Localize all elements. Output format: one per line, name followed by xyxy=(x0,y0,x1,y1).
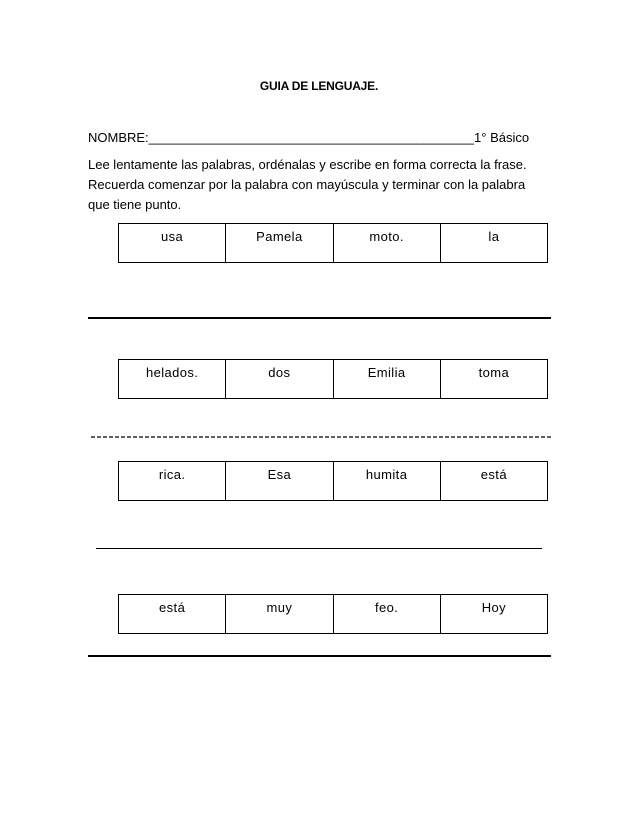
word-cell: helados. xyxy=(119,360,226,399)
answer-line-4[interactable] xyxy=(88,655,551,657)
answer-line-3[interactable] xyxy=(96,548,542,549)
word-cell: Pamela xyxy=(226,224,333,263)
word-cell: toma xyxy=(440,360,547,399)
word-cell: Esa xyxy=(226,462,333,501)
word-cell: muy xyxy=(226,595,333,634)
word-cell: moto. xyxy=(333,224,440,263)
word-cell: la xyxy=(440,224,547,263)
instruction-line: Recuerda comenzar por la palabra con mayúscula y terminar con la palabra xyxy=(88,177,526,192)
page-title: GUIA DE LENGUAJE. xyxy=(259,79,379,93)
grade-label: 1° Básico xyxy=(474,130,530,145)
name-line xyxy=(88,130,529,145)
word-table-3 xyxy=(118,461,548,501)
name-label: NOMBRE: xyxy=(88,130,149,145)
word-table-2 xyxy=(118,359,548,399)
word-cell: humita xyxy=(333,462,440,501)
instruction-line: que tiene punto. xyxy=(88,197,182,212)
word-cell: Emilia xyxy=(333,360,440,399)
word-cell: está xyxy=(440,462,547,501)
word-cell: rica. xyxy=(119,462,226,501)
word-cell: está xyxy=(119,595,226,634)
word-table-1 xyxy=(118,223,548,263)
answer-line-1[interactable] xyxy=(88,317,551,319)
word-cell: dos xyxy=(226,360,333,399)
answer-line-2[interactable] xyxy=(91,432,551,442)
word-cell: Hoy xyxy=(440,595,547,634)
word-table-4 xyxy=(118,594,548,634)
word-cell: feo. xyxy=(333,595,440,634)
word-cell: usa xyxy=(119,224,226,263)
instructions xyxy=(88,155,558,215)
instruction-line: Lee lentamente las palabras, ordénalas y escribe en forma correcta la frase. xyxy=(88,157,527,172)
name-blank: _____________________________________________ xyxy=(148,130,475,145)
